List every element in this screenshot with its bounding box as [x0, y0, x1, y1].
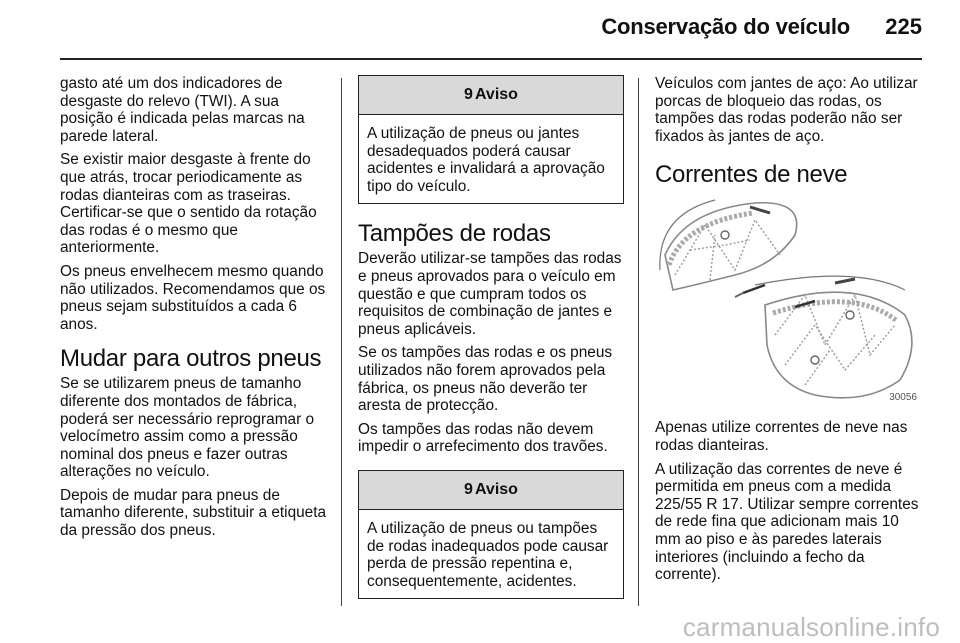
column-divider — [638, 78, 639, 606]
section-title: Conservação do veículo — [601, 14, 850, 39]
section-heading: Tampões de rodas — [358, 220, 551, 248]
warning-box — [358, 470, 624, 599]
figure-code: 30056 — [889, 392, 917, 404]
warning-label: Aviso — [474, 480, 518, 498]
paragraph: Se se utilizarem pneus de tamanho diferente dos montados de fábrica, poderá ser necessário reprogramar o velocímetro assim como a pressão nominal dos pneus e fazer outras alterações no veículo. — [60, 375, 315, 481]
column-right — [655, 75, 921, 590]
column-middle — [358, 75, 624, 609]
section-heading: Mudar para outros pneus — [60, 345, 322, 373]
column-left — [60, 75, 328, 546]
paragraph: Os tampões das rodas não devem impedir o arrefecimento dos travões. — [358, 420, 608, 456]
warning-icon: 9 — [464, 480, 473, 498]
paragraph: Veículos com jantes de aço: Ao utilizar porcas de bloqueio das rodas, os tampões das rodas poderão não ser fixados às jantes de aço. — [655, 75, 918, 145]
paragraph: gasto até um dos indicadores de desgaste do relevo (TWI). A sua posição é indicada pelas marcas na parede lateral. — [60, 75, 305, 145]
warning-header — [359, 471, 623, 510]
warning-body — [359, 510, 623, 598]
paragraph: Deverão utilizar-se tampões das rodas e pneus aprovados para o veículo em questão e que cumpram todos os requisitos de combinação de jantes e pneus aplicáveis. — [358, 250, 622, 338]
paragraph: Os pneus envelhecem mesmo quando não utilizados. Recomendamos que os pneus sejam substituídos a cada 6 anos. — [60, 262, 326, 333]
snow-chain-illustration — [655, 195, 921, 411]
paragraph: A utilização das correntes de neve é permitida em pneus com a medida 225/55 R 17. Utilizar sempre correntes de rede fina que adicionam mais 10 mm ao piso e às paredes laterais interiores (incluindo a fecho da corrente). — [655, 460, 919, 584]
paragraph: Apenas utilize correntes de neve nas rodas dianteiras. — [655, 419, 908, 454]
section-heading: Correntes de neve — [655, 161, 848, 189]
paragraph: Depois de mudar para pneus de tamanho diferente, substituir a etiqueta da pressão dos pneus. — [60, 486, 327, 540]
warning-text: A utilização de pneus ou jantes desadequados poderá causar acidentes e invalidará a aprovação tipo do veículo. — [367, 125, 605, 195]
warning-body — [359, 115, 623, 203]
paragraph: Se os tampões das rodas e os pneus utilizados não forem aprovados pela fábrica, os pneus não deverão ter aresta de protecção. — [358, 344, 613, 415]
warning-text: A utilização de pneus ou tampões de rodas inadequados pode causar perda de pressão repentina e, consequentemente, acidentes. — [367, 519, 609, 590]
warning-icon: 9 — [464, 86, 473, 103]
warning-label: Aviso — [474, 86, 518, 103]
column-divider — [341, 78, 342, 606]
snow-chain-drawing — [655, 195, 921, 411]
warning-header — [359, 76, 623, 115]
warning-box — [358, 75, 624, 204]
paragraph: Se existir maior desgaste à frente do que atrás, trocar periodicamente as rodas dianteiras com as traseiras. Certificar-se que o sentido da rotação das rodas é o mesmo que anteriormente. — [60, 151, 317, 257]
watermark: carmanualsonline.info — [682, 612, 940, 642]
header-divider — [60, 58, 922, 60]
page-number: 225 — [885, 14, 922, 39]
